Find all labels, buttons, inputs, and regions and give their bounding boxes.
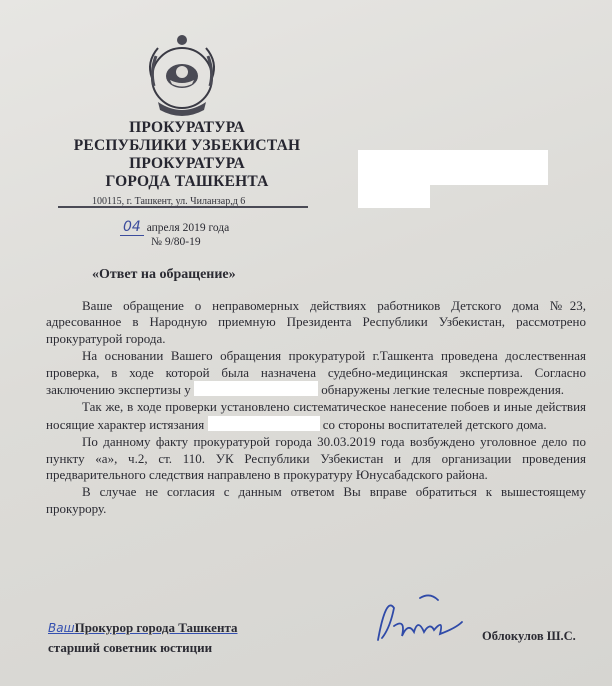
signatory-name: Облокулов Ш.С.	[482, 629, 576, 643]
handwritten-signature	[360, 588, 480, 648]
redacted-name	[208, 416, 320, 431]
signatory-title-line-1: Прокурор города Ташкента	[74, 620, 238, 635]
date-rest: апреля 2019 года	[146, 222, 230, 234]
handwritten-note: Ваш	[48, 621, 75, 635]
paragraph-4: По данному факту прокуратурой города 30.03.2019 года возбуждено уголовное дело по пункту «а», ч.2, ст. 110. УК Республики Узбекистан и для организации проведения предварительного следствия направлено в прокуратуру Юнусабадского района.	[46, 434, 586, 483]
letter-subject: «Ответ на обращение»	[92, 267, 236, 282]
signatory-title-line-2: старший советник юстиции	[48, 640, 213, 655]
handwritten-day: 04	[120, 219, 144, 236]
redacted-addressee-2	[358, 183, 430, 208]
redacted-name	[194, 381, 318, 396]
state-emblem-icon	[138, 32, 226, 122]
document-number: № 9/80-19	[151, 236, 201, 248]
paragraph-2	[46, 348, 586, 398]
org-line-3: ПРОКУРАТУРА	[129, 155, 245, 172]
org-line-1: ПРОКУРАТУРА	[129, 119, 245, 136]
paragraph-3-start: Так же, в ходе проверки установлено систематическое нанесение побоев и иные действия носящие характер истязания	[46, 399, 586, 432]
paragraph-2-end: обнаружены легкие телесные повреждения.	[321, 382, 565, 398]
paragraph-2-start: На основании Вашего обращения прокуратурой г.Ташкента проведена дослественная проверка, в ходе которой была назначена судебно-медицинская экспертиза. Согласно заключению экспертизы у	[46, 348, 586, 398]
paragraph-5: В случае не согласия с данным ответом Вы вправе обратиться к вышестоящему прокурору.	[46, 484, 586, 516]
redacted-addressee	[358, 150, 548, 185]
org-line-4: ГОРОДА ТАШКЕНТА	[105, 173, 269, 190]
paragraph-3	[46, 399, 586, 433]
letter-date	[120, 219, 229, 235]
header-divider	[58, 206, 308, 208]
letter-body	[46, 298, 586, 518]
address: 100115, г. Ташкент, ул. Чиланзар,д 6	[92, 196, 246, 207]
org-line-2: РЕСПУБЛИКИ УЗБЕКИСТАН	[73, 137, 301, 154]
paragraph-1: Ваше обращение о неправомерных действиях работников Детского дома №23, адресованное в Народную приемную Президента Республики Узбекистан, рассмотрено прокуратурой города.	[46, 298, 586, 346]
paragraph-3-end: со стороны воспитателей детского дома.	[322, 416, 547, 432]
signatory-title	[48, 618, 238, 658]
